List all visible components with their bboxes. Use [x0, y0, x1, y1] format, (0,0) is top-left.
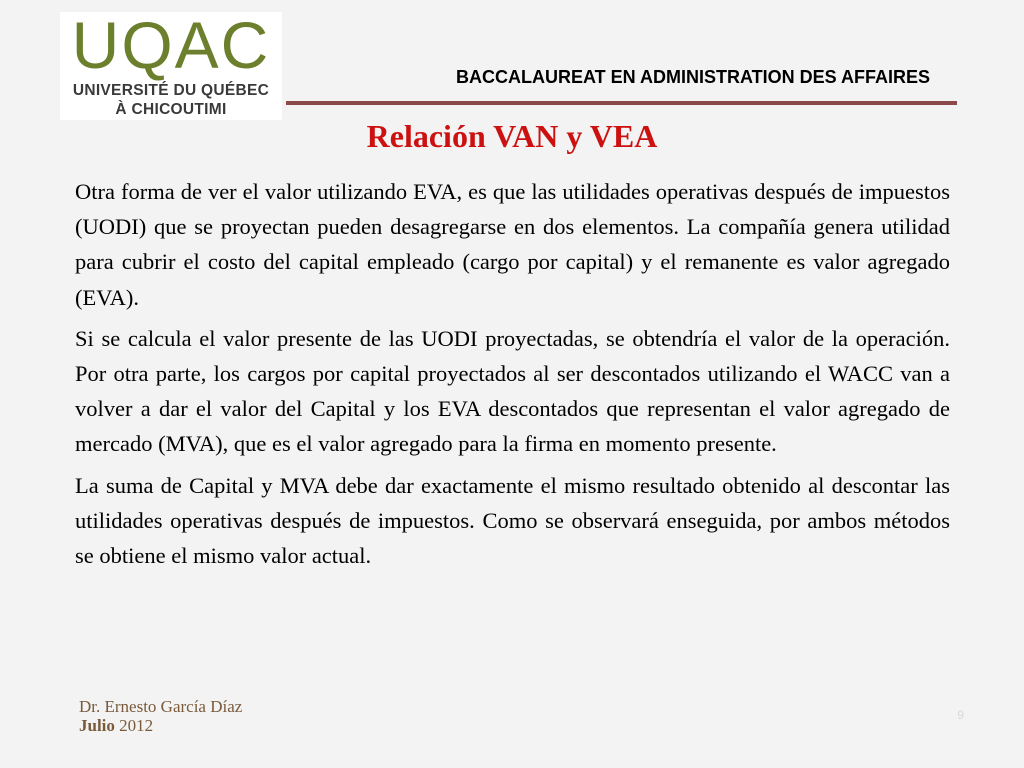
page-number: 9: [957, 708, 964, 722]
body-paragraph-1: Otra forma de ver el valor utilizando EVA, es que las utilidades operativas después de impuestos (UODI) que se proyectan pueden desagregarse en dos elementos. La compañía genera utilidad para cubrir el costo del capital empleado (cargo por capital) y el remanente es valor agregado (EVA).: [75, 179, 950, 310]
footer-author: Dr. Ernesto García Díaz: [79, 697, 243, 716]
body-paragraph-2: Si se calcula el valor presente de las UODI proyectadas, se obtendría el valor de la operación. Por otra parte, los cargos por capital proyectados al ser descontados utilizando el WACC van a volver a dar el valor del Capital y los EVA descontados que representan el valor agregado de mercado (MVA), que es el valor agregado para la firma en momento presente.: [75, 325, 950, 457]
body-paragraph-3: La suma de Capital y MVA debe dar exactamente el mismo resultado obtenido al descontar las utilidades operativas después de impuestos. Como se observará enseguida, por ambos métodos se obtiene el mismo valor actual.: [75, 472, 950, 569]
footer-year: 2012: [119, 716, 154, 735]
header-divider: [286, 101, 957, 105]
logo-wordmark: UQAC: [71, 8, 271, 82]
uqac-logo: [60, 8, 282, 120]
logo-campus-line: À CHICOUTIMI: [115, 101, 227, 118]
footer-date: [79, 717, 153, 735]
footer-month: Julio: [79, 716, 115, 735]
program-title: BACCALAUREAT EN ADMINISTRATION DES AFFAIRES: [456, 67, 930, 87]
slide-title: Relación VAN y VEA: [366, 118, 658, 154]
logo-university-line: UNIVERSITÉ DU QUÉBEC: [72, 82, 270, 99]
slide-body: [75, 174, 950, 579]
